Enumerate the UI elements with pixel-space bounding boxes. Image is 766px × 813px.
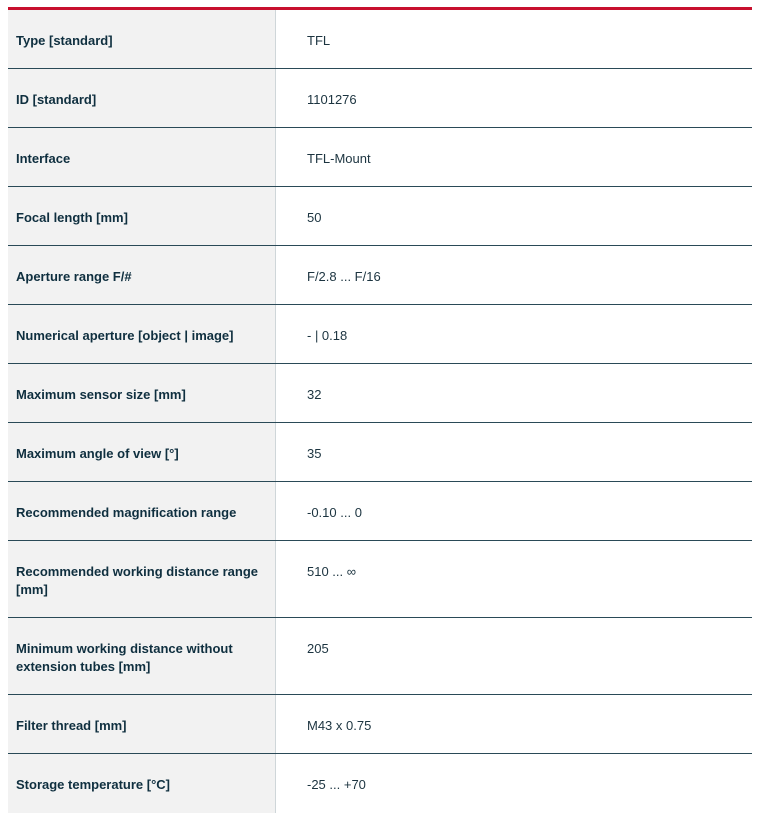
spec-value: TFL (307, 33, 331, 48)
spec-label: Recommended magnification range (8, 482, 276, 540)
spec-value: - | 0.18 (307, 328, 348, 343)
spec-row-magnification-range (8, 482, 752, 541)
spec-row-aperture-range (8, 246, 752, 305)
spec-label: ID [standard] (8, 69, 276, 127)
spec-label: Recommended working distance range [mm] (8, 541, 276, 617)
spec-label: Storage temperature [°C] (8, 754, 276, 813)
spec-row-interface (8, 128, 752, 187)
spec-value: 1101276 (307, 92, 357, 107)
spec-table (8, 7, 752, 813)
spec-row-focal-length (8, 187, 752, 246)
spec-row-min-working-distance (8, 618, 752, 695)
spec-label: Focal length [mm] (8, 187, 276, 245)
spec-label: Maximum sensor size [mm] (8, 364, 276, 422)
spec-label: Minimum working distance without extension tubes [mm] (8, 618, 276, 694)
spec-value: 32 (307, 387, 322, 402)
spec-label: Numerical aperture [object | image] (8, 305, 276, 363)
spec-row-type (8, 10, 752, 69)
spec-row-max-sensor-size (8, 364, 752, 423)
spec-value: 50 (307, 210, 322, 225)
spec-label: Type [standard] (8, 10, 276, 68)
spec-value: 35 (307, 446, 322, 461)
spec-value: 510 ... ∞ (307, 564, 357, 579)
spec-row-filter-thread (8, 695, 752, 754)
spec-label: Aperture range F/# (8, 246, 276, 304)
spec-label: Maximum angle of view [°] (8, 423, 276, 481)
spec-label: Interface (8, 128, 276, 186)
spec-value: F/2.8 ... F/16 (307, 269, 381, 284)
spec-value: TFL-Mount (307, 151, 371, 166)
spec-value: M43 x 0.75 (307, 718, 372, 733)
spec-row-max-angle-of-view (8, 423, 752, 482)
spec-row-storage-temperature (8, 754, 752, 813)
spec-label: Filter thread [mm] (8, 695, 276, 753)
spec-row-numerical-aperture (8, 305, 752, 364)
spec-value: -25 ... +70 (307, 777, 366, 792)
spec-row-id (8, 69, 752, 128)
spec-value: 205 (307, 641, 329, 656)
spec-row-working-distance-range (8, 541, 752, 618)
spec-value: -0.10 ... 0 (307, 505, 362, 520)
